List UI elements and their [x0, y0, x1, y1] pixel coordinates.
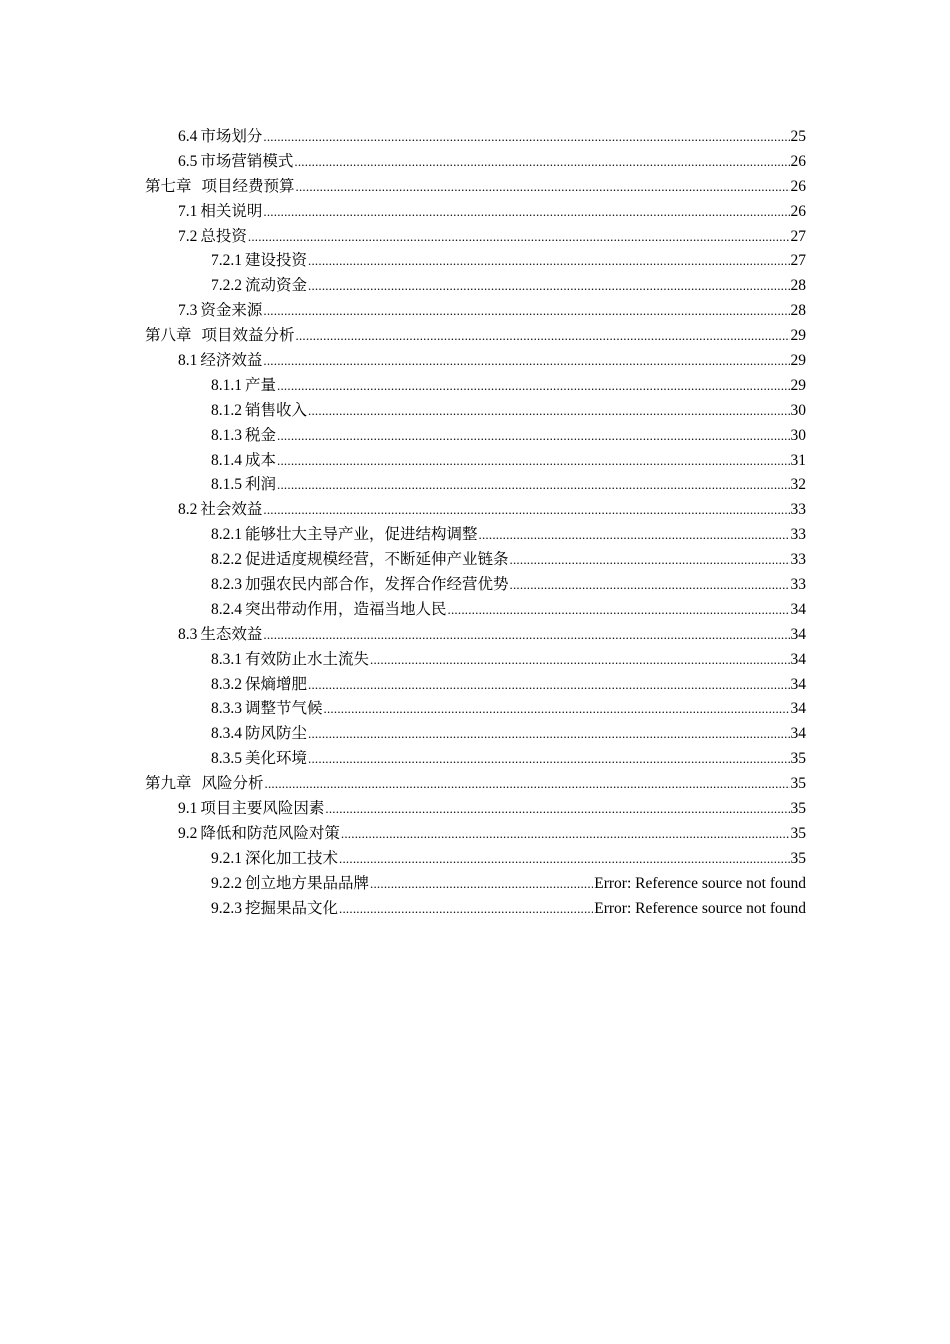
toc-entry-number: 8.3.1	[211, 650, 242, 668]
toc-entry-page: 35	[790, 750, 806, 768]
toc-entry-number: 8.2	[178, 501, 198, 519]
toc-entry-page: 34	[790, 725, 806, 743]
toc-entry-title: 相关说明	[200, 202, 263, 220]
toc-entry-page: 33	[790, 576, 806, 594]
toc-entry[interactable]	[145, 498, 806, 523]
toc-dot-leader	[339, 899, 593, 913]
toc-entry[interactable]	[145, 598, 806, 623]
toc-dot-leader	[308, 401, 789, 415]
toc-entry-title: 风险分析	[201, 775, 264, 793]
toc-entry[interactable]	[145, 424, 806, 449]
toc-entry-number: 8.3.3	[211, 700, 242, 718]
toc-entry-title: 深化加工技术	[245, 849, 339, 867]
toc-entry-page: 26	[790, 152, 806, 170]
toc-entry-page: 34	[790, 600, 806, 618]
toc-entry-number: 7.2	[178, 227, 198, 245]
toc-entry-number: 第八章	[145, 327, 192, 345]
toc-dot-leader	[263, 625, 789, 639]
toc-entry-title: 流动资金	[245, 277, 308, 295]
toc-entry-title: 防风防尘	[245, 725, 308, 743]
toc-dot-leader	[263, 351, 789, 365]
toc-dot-leader	[308, 675, 789, 689]
toc-entry-title: 有效防止水土流失	[245, 650, 370, 668]
toc-entry-number: 6.5	[178, 152, 198, 170]
toc-entry-title: 调整节气候	[245, 700, 323, 718]
toc-dot-leader	[324, 699, 790, 713]
toc-entry-title: 市场划分	[200, 128, 263, 145]
toc-entry-page: 35	[790, 775, 806, 793]
toc-entry-title: 项目效益分析	[201, 327, 295, 345]
toc-entry[interactable]	[145, 249, 806, 274]
toc-entry-title: 项目主要风险因素	[200, 800, 325, 818]
toc-entry-page: 28	[790, 302, 806, 320]
toc-entry-title: 降低和防范风险对策	[200, 824, 340, 842]
toc-entry[interactable]	[145, 374, 806, 399]
toc-entry-number: 8.1	[178, 352, 198, 370]
toc-dot-leader	[325, 799, 789, 813]
toc-entry-number: 8.1.1	[211, 376, 242, 394]
toc-dot-leader	[277, 426, 789, 440]
toc-entry-title: 税金	[245, 426, 277, 444]
toc-entry-title: 创立地方果品品牌	[245, 874, 370, 892]
toc-entry-number: 8.3.5	[211, 750, 242, 768]
toc-entry[interactable]	[145, 125, 806, 150]
toc-entry-title: 突出带动作用，造福当地人民	[245, 600, 447, 618]
toc-dot-leader	[308, 749, 789, 763]
toc-entry-page: 27	[790, 227, 806, 245]
toc-dot-leader	[248, 227, 790, 241]
toc-entry[interactable]	[145, 673, 806, 698]
toc-entry-number: 6.4	[178, 128, 198, 145]
toc-entry-title: 能够壮大主导产业，促进结构调整	[245, 526, 478, 544]
toc-entry-title: 销售收入	[245, 401, 308, 419]
toc-dot-leader	[265, 774, 790, 788]
toc-dot-leader	[510, 575, 790, 589]
toc-entry-page: 29	[790, 327, 806, 345]
toc-entry[interactable]	[145, 648, 806, 673]
toc-entry-number: 9.2	[178, 824, 198, 842]
toc-entry-title: 生态效益	[200, 625, 263, 643]
toc-entry-title: 项目经费预算	[201, 177, 295, 195]
toc-entry-title: 成本	[245, 451, 277, 469]
toc-entry[interactable]	[145, 548, 806, 573]
toc-entry-title: 总投资	[200, 227, 247, 245]
toc-entry-number: 9.2.1	[211, 849, 242, 867]
toc-dot-leader	[263, 127, 789, 141]
toc-dot-leader	[448, 600, 790, 614]
toc-entry[interactable]	[145, 399, 806, 424]
toc-entry[interactable]	[145, 573, 806, 598]
toc-entry-title: 促进适度规模经营，不断延伸产业链条	[245, 551, 509, 569]
toc-entry-title: 美化环境	[245, 750, 308, 768]
toc-entry-page: 34	[790, 700, 806, 718]
toc-dot-leader	[294, 152, 789, 166]
toc-dot-leader	[263, 301, 789, 315]
toc-entry-title: 社会效益	[200, 501, 263, 519]
toc-entry-page: 35	[790, 800, 806, 818]
toc-entry[interactable]	[145, 324, 806, 349]
toc-entry[interactable]	[145, 747, 806, 772]
toc-entry-number: 8.2.4	[211, 600, 242, 618]
toc-dot-leader	[339, 849, 789, 863]
toc-dot-leader	[308, 724, 789, 738]
toc-entry[interactable]	[145, 200, 806, 225]
toc-entry-title: 保熵增肥	[245, 675, 308, 693]
toc-entry-number: 8.3.4	[211, 725, 242, 743]
toc-entry-page: Error: Reference source not found	[594, 899, 806, 917]
toc-dot-leader	[370, 874, 593, 888]
toc-entry-title: 经济效益	[200, 352, 263, 370]
toc-entry-page: 33	[790, 551, 806, 569]
toc-entry[interactable]	[145, 523, 806, 548]
toc-entry-number: 7.1	[178, 202, 198, 220]
toc-entry-number: 8.1.2	[211, 401, 242, 419]
toc-entry[interactable]	[145, 872, 806, 897]
toc-dot-leader	[308, 276, 789, 290]
toc-entry-number: 9.2.2	[211, 874, 242, 892]
toc-entry[interactable]	[145, 847, 806, 872]
toc-dot-leader	[277, 475, 789, 489]
toc-dot-leader	[296, 326, 790, 340]
toc-dot-leader	[263, 202, 789, 216]
toc-entry-page: 35	[790, 824, 806, 842]
toc-entry-page: 34	[790, 625, 806, 643]
toc-entry-page: 26	[790, 202, 806, 220]
toc-entry-title: 建设投资	[245, 252, 308, 270]
toc-entry-page: 25	[790, 128, 806, 145]
toc-entry[interactable]	[145, 722, 806, 747]
toc-entry-number: 8.2.2	[211, 551, 242, 569]
toc-entry-title: 市场营销模式	[200, 152, 294, 170]
toc-entry-number: 8.1.3	[211, 426, 242, 444]
toc-entry-page: 32	[790, 476, 806, 494]
toc-dot-leader	[308, 251, 789, 265]
toc-entry[interactable]	[145, 772, 806, 797]
toc-entry-title: 资金来源	[200, 302, 263, 320]
toc-entry[interactable]	[145, 623, 806, 648]
toc-entry-page: Error: Reference source not found	[594, 874, 806, 892]
toc-entry-number: 7.2.1	[211, 252, 242, 270]
toc-entry[interactable]	[145, 299, 806, 324]
toc-entry-page: 26	[790, 177, 806, 195]
toc-dot-leader	[370, 650, 789, 664]
toc-entry-number: 第七章	[145, 177, 192, 195]
toc-entry-title: 挖掘果品文化	[245, 899, 339, 917]
toc-entry[interactable]	[145, 473, 806, 498]
toc-entry-number: 8.1.4	[211, 451, 242, 469]
toc-entry[interactable]	[145, 150, 806, 175]
toc-entry[interactable]	[145, 175, 806, 200]
toc-dot-leader	[510, 550, 790, 564]
toc-entry-number: 8.2.1	[211, 526, 242, 544]
toc-dot-leader	[277, 376, 789, 390]
toc-entry-number: 第九章	[145, 775, 192, 793]
toc-entry-number: 7.3	[178, 302, 198, 320]
toc-entry-page: 34	[790, 650, 806, 668]
toc-dot-leader	[341, 824, 790, 838]
toc-entry-page: 29	[790, 376, 806, 394]
toc-entry-page: 31	[790, 451, 806, 469]
toc-entry[interactable]	[145, 697, 806, 722]
toc-dot-leader	[263, 500, 789, 514]
toc-entry[interactable]	[145, 274, 806, 299]
toc-entry[interactable]	[145, 797, 806, 822]
toc-entry-title: 产量	[245, 376, 277, 394]
toc-entry-page: 35	[790, 849, 806, 867]
toc-entry-title: 加强农民内部合作，发挥合作经营优势	[245, 576, 509, 594]
toc-entry-page: 34	[790, 675, 806, 693]
toc-dot-leader	[479, 525, 790, 539]
toc-entry-page: 30	[790, 401, 806, 419]
toc-entry-page: 29	[790, 352, 806, 370]
toc-entry-page: 33	[790, 526, 806, 544]
toc-entry[interactable]	[145, 225, 806, 250]
toc-entry[interactable]	[145, 897, 806, 922]
toc-entry-page: 27	[790, 252, 806, 270]
toc-entry-number: 8.2.3	[211, 576, 242, 594]
toc-entry[interactable]	[145, 449, 806, 474]
toc-entry-title: 利润	[245, 476, 277, 494]
toc-entry-page: 28	[790, 277, 806, 295]
toc-dot-leader	[296, 177, 790, 191]
toc-entry-number: 8.3.2	[211, 675, 242, 693]
toc-dot-leader	[277, 451, 789, 465]
toc-entry-page: 30	[790, 426, 806, 444]
toc-entry-number: 8.1.5	[211, 476, 242, 494]
table-of-contents	[145, 125, 806, 922]
toc-entry[interactable]	[145, 349, 806, 374]
toc-entry-page: 33	[790, 501, 806, 519]
toc-entry[interactable]	[145, 822, 806, 847]
toc-entry-number: 9.1	[178, 800, 198, 818]
toc-entry-number: 9.2.3	[211, 899, 242, 917]
toc-entry-number: 8.3	[178, 625, 198, 643]
toc-entry-number: 7.2.2	[211, 277, 242, 295]
